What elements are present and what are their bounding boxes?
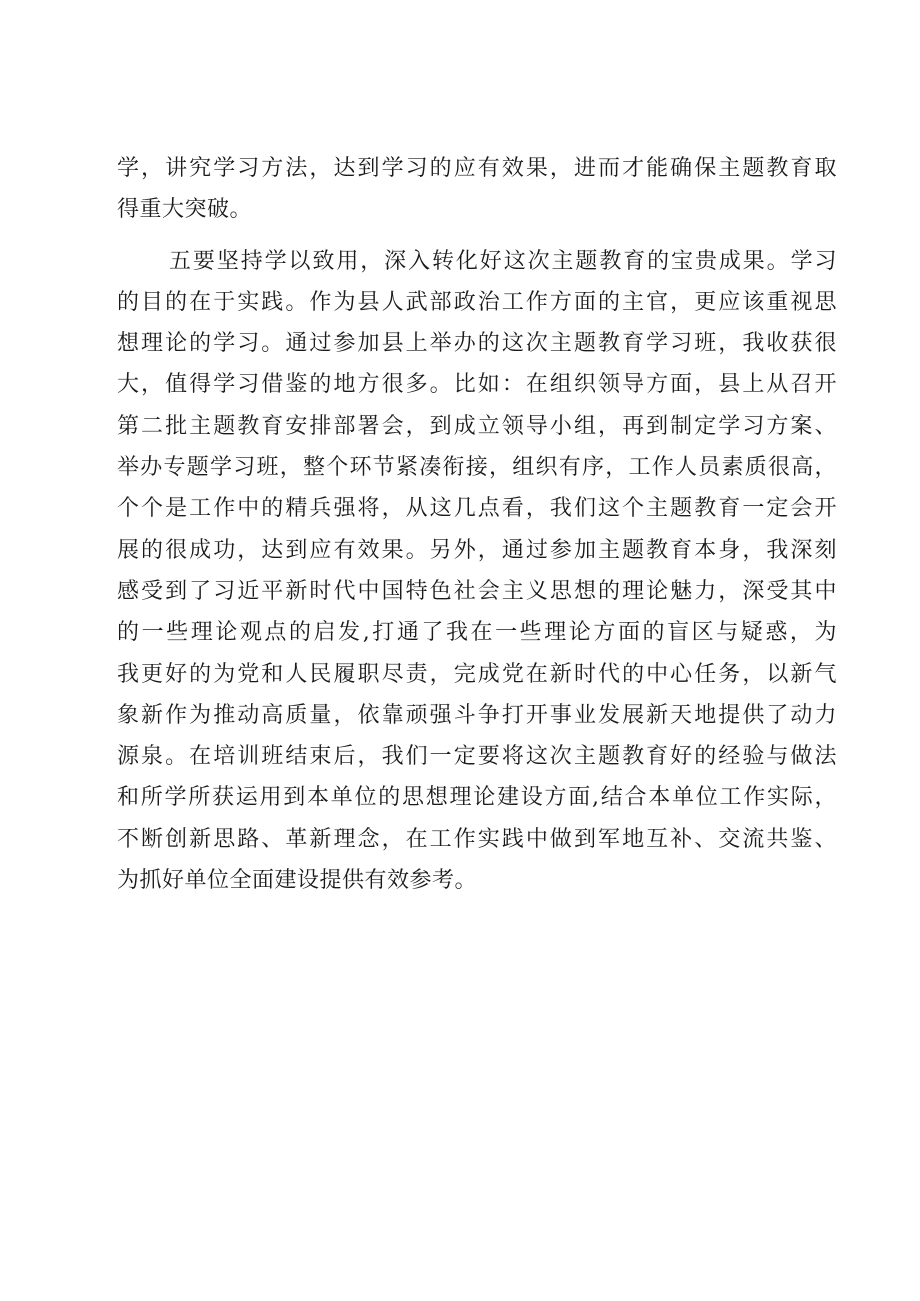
text-line: 不断创新思路、革新理念，在工作实践中做到军地互补、交流共鉴、 <box>117 826 837 852</box>
text-line: 得重大突破。 <box>117 197 253 223</box>
paragraph-gap <box>117 231 837 241</box>
text-line: 感受到了习近平新时代中国特色社会主义思想的理论魅力，深受其中 <box>117 578 837 604</box>
text-line: 和所学所获运用到本单位的思想理论建设方面,结合本单位工作实际， <box>117 785 837 811</box>
text-line: 我更好的为党和人民履职尽责，完成党在新时代的中心任务，以新气 <box>117 661 837 687</box>
text-line: 大，值得学习借鉴的地方很多。比如：在组织领导方面，县上从召开 <box>117 372 837 398</box>
text-line: 五要坚持学以致用，深入转化好这次主题教育的宝贵成果。学习 <box>169 248 837 274</box>
text-line: 源泉。在培训班结束后，我们一定要将这次主题教育好的经验与做法 <box>117 744 837 770</box>
text-line: 举办专题学习班，整个环节紧凑衔接，组织有序，工作人员素质很高， <box>117 455 837 481</box>
text-line: 个个是工作中的精兵强将，从这几点看，我们这个主题教育一定会开 <box>117 496 837 522</box>
body-text <box>117 148 837 901</box>
paragraph-1 <box>117 148 837 231</box>
text-line: 象新作为推动高质量，依靠顽强斗争打开事业发展新天地提供了动力 <box>117 702 837 728</box>
text-line: 想理论的学习。通过参加县上举办的这次主题教育学习班，我收获很 <box>117 331 837 357</box>
text-line: 为抓好单位全面建设提供有效参考。 <box>117 868 478 894</box>
text-line: 第二批主题教育安排部署会，到成立领导小组，再到制定学习方案、 <box>117 413 837 439</box>
paragraph-2 <box>117 241 837 902</box>
text-line: 展的很成功，达到应有效果。另外，通过参加主题教育本身，我深刻 <box>117 537 837 563</box>
text-line: 的目的在于实践。作为县人武部政治工作方面的主官，更应该重视思 <box>117 289 837 315</box>
text-line: 的一些理论观点的启发,打通了我在一些理论方面的盲区与疑惑，为 <box>117 620 837 646</box>
text-line: 学，讲究学习方法，达到学习的应有效果，进而才能确保主题教育取 <box>117 156 837 181</box>
